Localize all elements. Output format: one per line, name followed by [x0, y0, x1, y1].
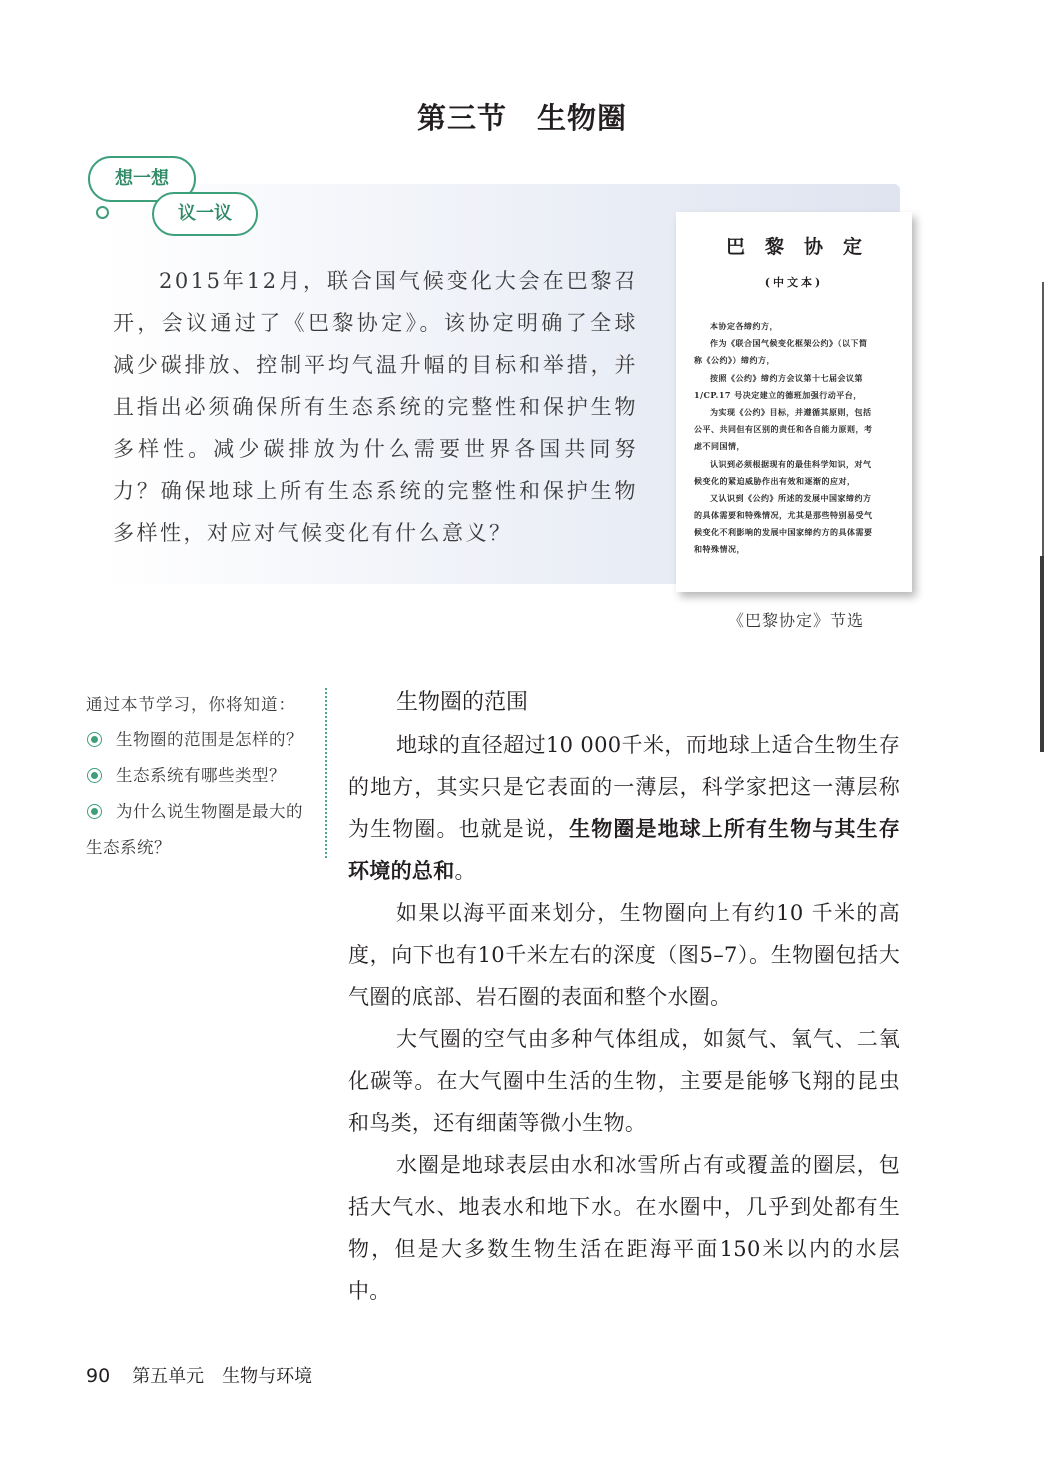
page-footer — [86, 1362, 312, 1388]
key-definition: 生物圈是地球上所有生物与其生存环境的总和 — [348, 817, 900, 883]
doc-line: 和特殊情况， — [694, 544, 745, 555]
think-discuss-badge — [82, 150, 272, 250]
doc-line: 称《公约》）缔约方， — [694, 355, 775, 366]
discuss-bubble: 议一议 — [152, 192, 258, 236]
doc-line: 作为《联合国气候变化框架公约》（以下简 — [710, 338, 868, 349]
doc-line: 又认识到《公约》所述的发展中国家缔约方 — [710, 492, 872, 503]
unit-title: 第五单元 生物与环境 — [132, 1366, 313, 1387]
thought-dot-icon — [96, 206, 109, 219]
target-bullet-icon — [87, 768, 102, 783]
page-number: 90 — [86, 1365, 111, 1387]
section-title: 第三节 生物圈 — [416, 101, 627, 135]
paragraph-1-end: 。 — [454, 859, 476, 883]
paragraph-1 — [348, 724, 900, 892]
doc-subtitle: (中文本) — [764, 276, 824, 289]
doc-line: 本协定各缔约方， — [710, 321, 778, 331]
image-caption: 《巴黎协定》节选 — [727, 611, 864, 630]
learning-goal-item — [86, 794, 316, 830]
doc-line: 认识到必须根据现有的最佳科学知识，对气 — [710, 458, 872, 469]
doc-line: 为实现《公约》目标，并遵循其原则，包括 — [710, 406, 872, 417]
doc-line: 候变化不利影响的发展中国家缔约方的具体需要 — [694, 527, 873, 538]
paragraph-1-text: 地球的直径超过10 000千米，而地球上适合生物生存的地方，其实只是它表面的一薄层，科学家把这一薄层称为生物圈。也就是说， — [348, 733, 900, 841]
learning-goal-item — [86, 758, 316, 794]
paragraph-4: 水圈是地球表层由水和冰雪所占有或覆盖的圈层，包括大气水、地表水和地下水。在水圈中，几乎到处都有生物，但是大多数生物生活在距海平面150米以内的水层中。 — [348, 1153, 900, 1303]
learning-goals — [86, 688, 316, 866]
paragraph-3: 大气圈的空气由多种气体组成，如氮气、氧气、二氧化碳等。在大气圈中生活的生物，主要是能够飞翔的昆虫和鸟类，还有细菌等微小生物。 — [348, 1027, 900, 1135]
doc-line: 按照《公约》缔约方会议第十七届会议第 — [710, 372, 863, 383]
learning-goal-text: 为什么说生物圈是最大的 — [116, 802, 303, 821]
doc-body — [694, 318, 898, 559]
think-discuss-text — [113, 260, 638, 554]
learning-goal-continuation: 生态系统？ — [86, 838, 171, 857]
doc-line: 1/CP.17 号决定建立的德班加强行动平台， — [694, 389, 862, 400]
paragraph-2: 如果以海平面来划分，生物圈向上有约10 千米的高度，向下也有10千米左右的深度（图5–7）。生物圈包括大气圈的底部、岩石圈的表面和整个水圈。 — [348, 901, 900, 1009]
doc-title: 巴黎协定 — [725, 236, 882, 258]
target-bullet-icon — [87, 804, 102, 819]
doc-line: 候变化的紧迫威胁作出有效和逐渐的应对， — [694, 475, 856, 486]
learning-goals-intro: 通过本节学习，你将知道： — [86, 695, 296, 714]
target-bullet-icon — [87, 732, 102, 747]
subheading: 生物圈的范围 — [396, 690, 529, 715]
doc-line: 虑不同国情， — [694, 441, 745, 452]
paris-agreement-image — [676, 212, 912, 592]
learning-goal-text: 生态系统有哪些类型？ — [116, 766, 286, 785]
think-discuss-paragraph: 2015年12月，联合国气候变化大会在巴黎召开，会议通过了《巴黎协定》。该协定明确了全球减少碳排放、控制平均气温升幅的目标和举措，并且指出必须确保所有生态系统的完整性和保护生物多样性。减少碳排放为什么需要世界各国共同努力？确保地球上所有生态系统的完整性和保护生物多样性，对应对气候变化有什么意义？ — [113, 269, 638, 545]
doc-line: 公平、共同但有区别的责任和各自能力原则，考 — [694, 424, 873, 435]
dotted-divider — [325, 688, 327, 858]
doc-line: 的具体需要和特殊情况，尤其是那些特别易受气 — [694, 510, 873, 521]
learning-goal-text: 生物圈的范围是怎样的？ — [116, 730, 303, 749]
think-bubble: 想一想 — [88, 156, 196, 202]
page-edge-tab-dark — [1040, 556, 1044, 752]
main-content — [348, 682, 900, 1312]
learning-goal-item — [86, 722, 316, 758]
